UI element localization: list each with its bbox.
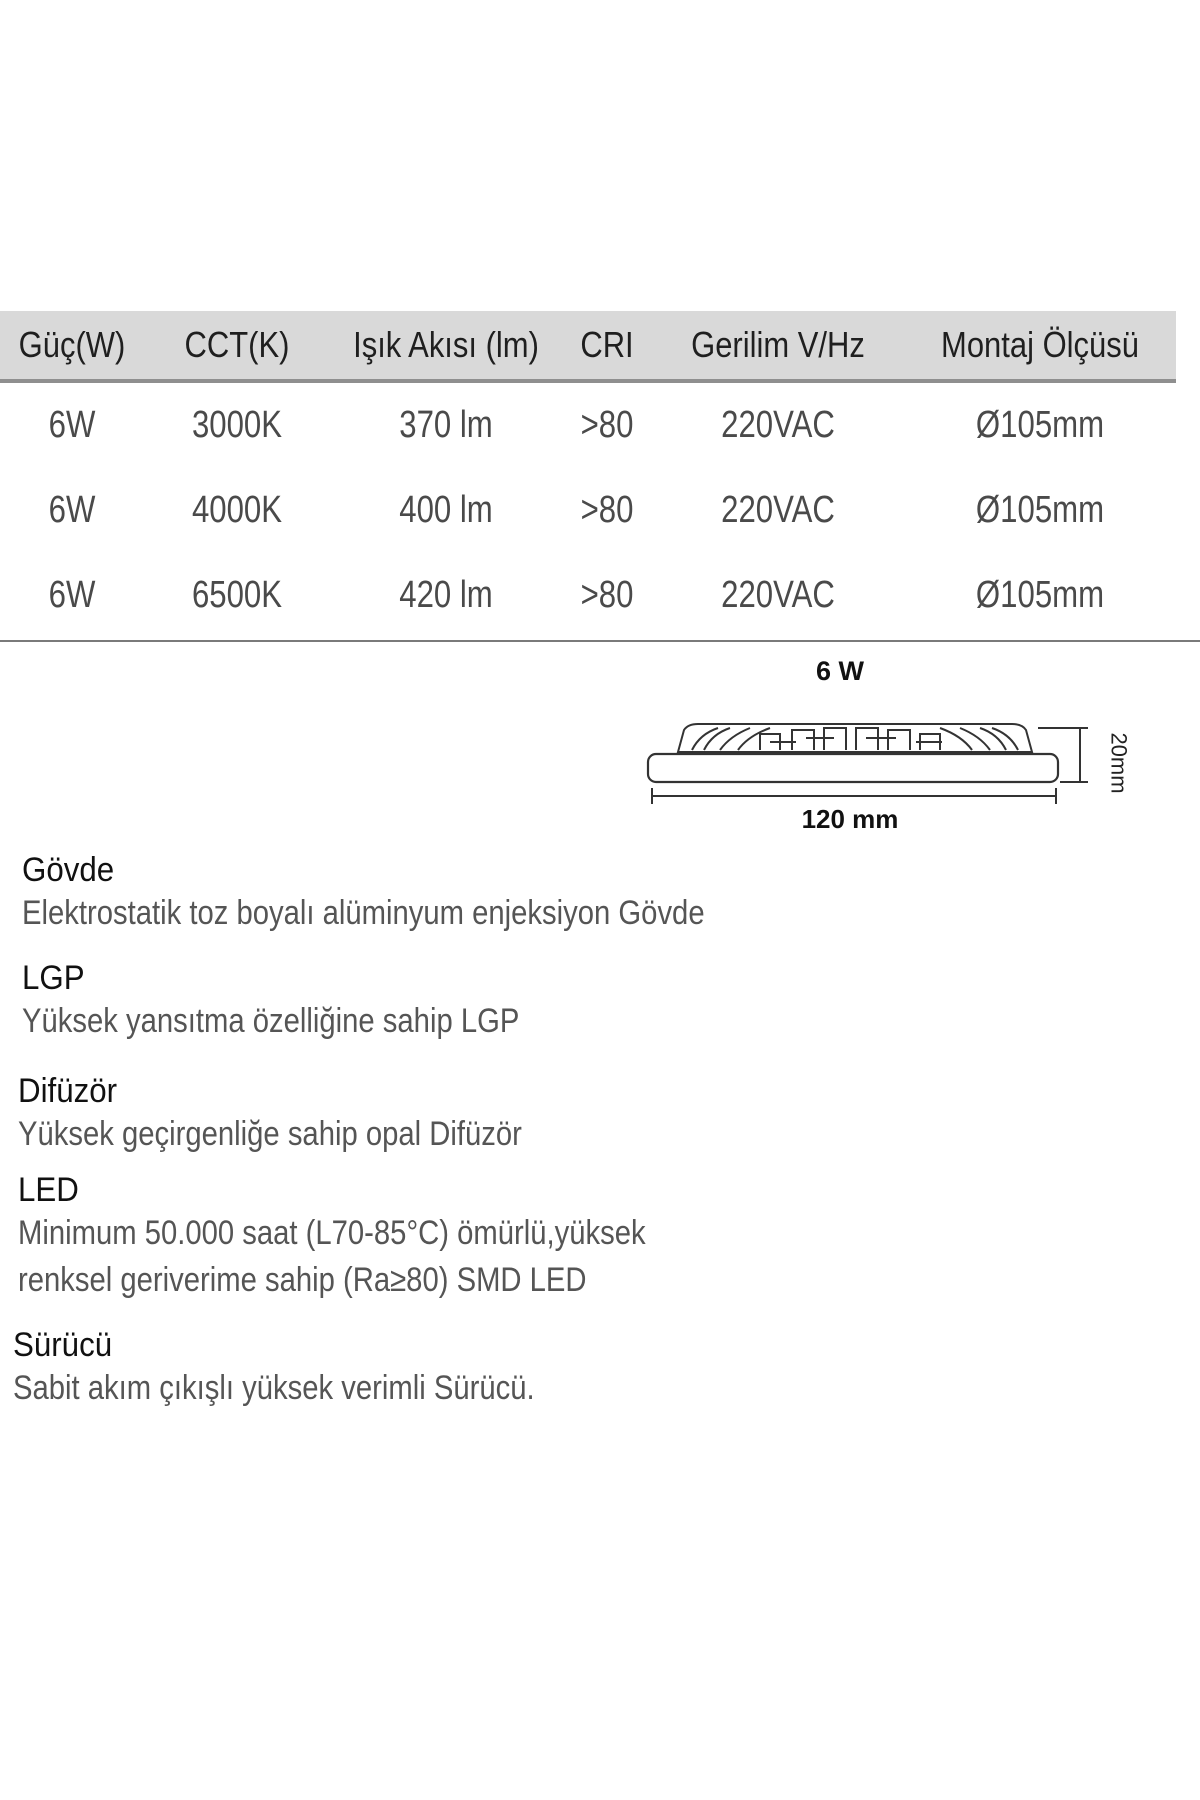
cell-cri: >80 bbox=[580, 574, 634, 616]
feature-description bbox=[13, 1365, 535, 1412]
drawing-width-label: 120 mm bbox=[801, 804, 899, 834]
feature-description-line: Minimum 50.000 saat (L70-85°C) ömürlü,yüksek bbox=[18, 1214, 646, 1252]
feature-description-line: Elektrostatik toz boyalı alüminyum enjeksiyon Gövde bbox=[22, 894, 705, 932]
feature-title: Gövde bbox=[22, 851, 115, 889]
cell-mounting-size: Ø105mm bbox=[975, 574, 1105, 616]
feature-description bbox=[18, 1111, 522, 1158]
feature-description-line: renksel geriverime sahip (Ra≥80) SMD LED bbox=[18, 1261, 587, 1299]
table-row bbox=[0, 468, 1200, 553]
feature-title: LED bbox=[18, 1171, 79, 1209]
feature-title: Sürücü bbox=[13, 1326, 113, 1364]
cell-voltage: 220VAC bbox=[721, 404, 835, 446]
feature-driver bbox=[13, 1325, 620, 1412]
feature-title: Difüzör bbox=[18, 1072, 118, 1110]
dimension-drawing bbox=[620, 650, 1140, 850]
header-luminous-flux: Işık Akısı (lm) bbox=[353, 324, 539, 365]
header-mounting-size: Montaj Ölçüsü bbox=[941, 324, 1139, 365]
drawing-power-label: 6 W bbox=[815, 656, 864, 686]
cell-cct: 4000K bbox=[191, 489, 283, 531]
cell-power: 6W bbox=[48, 404, 96, 446]
table-bottom-rule bbox=[0, 640, 1200, 642]
cell-cri: >80 bbox=[580, 489, 634, 531]
feature-description bbox=[22, 998, 519, 1045]
cell-luminous-flux: 420 lm bbox=[399, 574, 493, 616]
feature-led bbox=[18, 1170, 748, 1304]
cell-luminous-flux: 400 lm bbox=[399, 489, 493, 531]
feature-description-line: Yüksek geçirgenliğe sahip opal Difüzör bbox=[18, 1115, 522, 1153]
cell-cct: 3000K bbox=[191, 404, 283, 446]
cell-voltage: 220VAC bbox=[721, 574, 835, 616]
feature-description bbox=[22, 890, 705, 937]
table-row bbox=[0, 553, 1200, 638]
feature-lgp bbox=[22, 958, 600, 1045]
cell-cri: >80 bbox=[580, 404, 634, 446]
feature-body bbox=[22, 850, 816, 937]
feature-description-line: Yüksek yansıtma özelliğine sahip LGP bbox=[22, 1002, 520, 1040]
feature-description-line: Sabit akım çıkışlı yüksek verimli Sürücü. bbox=[13, 1369, 535, 1407]
header-cct: CCT(K) bbox=[184, 324, 290, 365]
cell-mounting-size: Ø105mm bbox=[975, 404, 1105, 446]
header-cri: CRI bbox=[580, 324, 634, 365]
cell-power: 6W bbox=[48, 489, 96, 531]
feature-diffuser bbox=[18, 1071, 604, 1158]
cell-power: 6W bbox=[48, 574, 96, 616]
feature-title: LGP bbox=[22, 959, 85, 997]
table-row bbox=[0, 383, 1200, 468]
header-voltage: Gerilim V/Hz bbox=[691, 324, 865, 365]
spec-table bbox=[0, 311, 1200, 642]
feature-description bbox=[18, 1210, 646, 1304]
drawing-height-label: 20mm bbox=[1106, 732, 1132, 794]
spec-table-header bbox=[0, 311, 1176, 383]
cell-luminous-flux: 370 lm bbox=[399, 404, 493, 446]
header-power: Güç(W) bbox=[18, 324, 126, 365]
cell-voltage: 220VAC bbox=[721, 489, 835, 531]
cell-mounting-size: Ø105mm bbox=[975, 489, 1105, 531]
cell-cct: 6500K bbox=[191, 574, 283, 616]
